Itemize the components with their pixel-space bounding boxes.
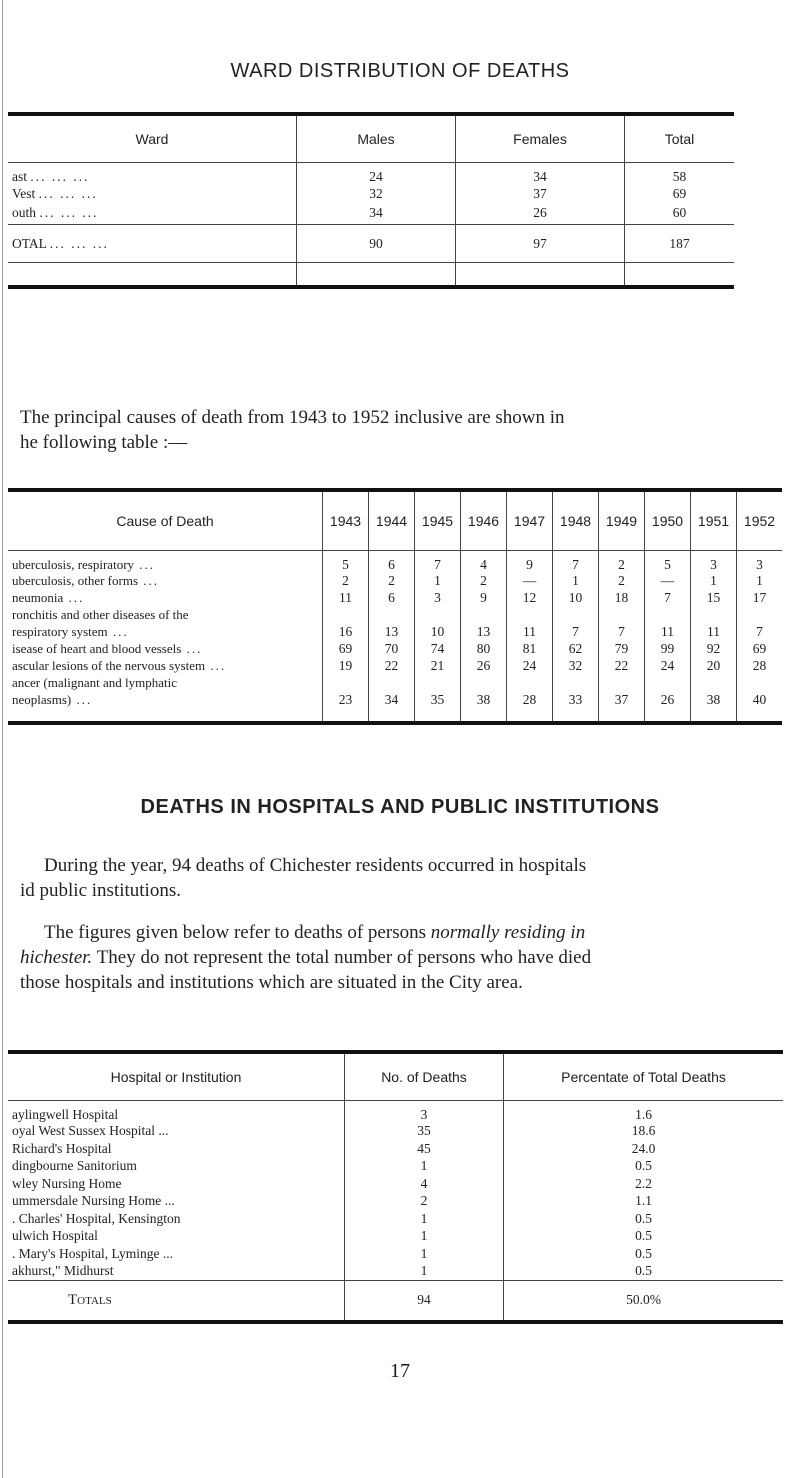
cause-year-value — [415, 607, 461, 624]
cause-year-value — [599, 607, 645, 624]
ward-total: 58 — [625, 162, 735, 185]
hospital-name — [8, 1100, 345, 1123]
cause-year-value: 70 — [369, 641, 415, 658]
cause-year-value: 22 — [369, 658, 415, 675]
cause-year-value: 23 — [323, 692, 369, 709]
cause-year-value: 18 — [599, 590, 645, 607]
cause-year-value: 11 — [323, 590, 369, 607]
deaths-header: No. of Deaths — [345, 1052, 504, 1100]
ward-females: 26 — [456, 203, 625, 225]
cause-year-value: 12 — [507, 590, 553, 607]
cause-year-value: 20 — [691, 658, 737, 675]
cause-year-value: 19 — [323, 658, 369, 675]
ward-grand-total: 187 — [625, 225, 735, 263]
year-header: 1945 — [415, 490, 461, 550]
cause-year-value: 6 — [369, 590, 415, 607]
cause-year-value: 69 — [323, 641, 369, 658]
ward-name: Vest — [12, 185, 36, 201]
cause-year-value: 22 — [599, 658, 645, 675]
hospital-percentage: 0.5 — [504, 1245, 784, 1263]
cause-year-value — [553, 607, 599, 624]
hospital-name — [8, 1175, 345, 1193]
ward-name: outh — [12, 205, 37, 221]
hospitals-para-text: The figures given below refer to deaths of persons — [44, 922, 431, 943]
cause-year-value: 33 — [553, 692, 599, 709]
hospital-name — [8, 1263, 345, 1281]
year-header: 1950 — [645, 490, 691, 550]
cause-year-value: 32 — [553, 658, 599, 675]
hospital-header: Hospital or Institution — [110, 1068, 242, 1085]
hospital-deaths: 35 — [345, 1123, 504, 1141]
cause-year-value: 1 — [415, 573, 461, 590]
cause-year-value — [507, 607, 553, 624]
cause-year-value: 92 — [691, 641, 737, 658]
cause-year-value: 74 — [415, 641, 461, 658]
year-header: 1951 — [691, 490, 737, 550]
hospital-name — [8, 1140, 345, 1158]
ward-total-label: OTAL — [12, 235, 47, 251]
cause-name: uberculosis, respiratory ... — [8, 550, 323, 573]
cause-year-value: 17 — [737, 590, 783, 607]
causes-intro-line: he following table :— — [20, 432, 188, 453]
year-header: 1952 — [737, 490, 783, 550]
cause-name: isease of heart and blood vessels ... — [12, 641, 203, 656]
cause-year-value: 80 — [461, 641, 507, 658]
causes-intro-line: The principal causes of death from 1943 to 1952 inclusive are shown in — [20, 407, 565, 428]
year-header: 1949 — [599, 490, 645, 550]
cause-year-value: 69 — [737, 641, 783, 658]
hospital-label: akhurst," Midhurst — [12, 1263, 114, 1278]
cause-label: uberculosis, other forms — [12, 573, 139, 588]
causes-intro — [20, 405, 790, 455]
cause-year-value: 62 — [553, 641, 599, 658]
cause-name: ascular lesions of the nervous system ... — [12, 658, 227, 673]
ward-males: 34 — [297, 203, 456, 225]
hospitals-table — [8, 1050, 783, 1324]
cause-year-value: 6 — [369, 550, 415, 573]
hospital-label: oyal West Sussex Hospital ... — [12, 1123, 169, 1139]
hospitals-para-italic: normally residing in — [430, 922, 586, 943]
cause-year-value: 13 — [461, 624, 507, 641]
cause-year-value: 7 — [553, 550, 599, 573]
hospital-label: Richard's Hospital — [12, 1140, 112, 1156]
hospital-label: wley Nursing Home — [12, 1175, 122, 1191]
total-header: Total — [625, 114, 735, 162]
cause-year-value: 99 — [645, 641, 691, 658]
cause-year-value — [461, 607, 507, 624]
causes-table — [8, 488, 782, 725]
cause-year-value: 15 — [691, 590, 737, 607]
cause-year-value: 38 — [691, 692, 737, 709]
cause-year-value: 24 — [645, 658, 691, 675]
hospital-name — [8, 1123, 345, 1141]
hospitals-para-2 — [20, 920, 795, 995]
ward-title: WARD DISTRIBUTION OF DEATHS — [230, 60, 570, 82]
cause-name: respiratory system ... — [12, 624, 129, 639]
hospital-deaths: 45 — [345, 1140, 504, 1158]
cause-year-value — [691, 675, 737, 692]
cause-year-value: 26 — [461, 658, 507, 675]
cause-year-value: 1 — [737, 573, 783, 590]
hospital-label: . Charles' Hospital, Kensington — [12, 1210, 181, 1226]
cause-label: ancer (malignant and lymphatic — [12, 675, 177, 690]
hospital-deaths: 1 — [345, 1210, 504, 1228]
cause-label: neoplasms) — [12, 692, 72, 707]
ward-name: ast — [12, 168, 27, 184]
cause-year-value — [645, 675, 691, 692]
cause-year-value: 2 — [461, 573, 507, 590]
ward-table: Ward Males Females Total ast ... ... ... 24 34 58 Vest ... ... ... 32 37 69 outh ... ... ... 34 26 60 OTAL ... ... ... 90 97 187 — [8, 112, 734, 289]
cause-year-value: 9 — [507, 550, 553, 573]
cause-year-value: 38 — [461, 692, 507, 709]
cause-year-value: 1 — [691, 573, 737, 590]
scan-edge-line — [2, 0, 3, 1478]
cause-year-value — [737, 607, 783, 624]
hospital-percentage: 0.5 — [504, 1158, 784, 1176]
cause-year-value: 13 — [369, 624, 415, 641]
hospital-percentage: 1.1 — [504, 1193, 784, 1211]
cause-year-value: 10 — [553, 590, 599, 607]
year-header: 1943 — [323, 490, 369, 550]
cause-label: uberculosis, respiratory — [12, 556, 135, 572]
ward-header: Ward — [135, 130, 169, 147]
year-header: 1948 — [553, 490, 599, 550]
cause-year-value: 2 — [323, 573, 369, 590]
ward-total-males: 90 — [297, 225, 456, 263]
hospital-deaths: 1 — [345, 1263, 504, 1281]
hospital-percentage: 0.5 — [504, 1228, 784, 1246]
cause-year-value: 24 — [507, 658, 553, 675]
cause-label: respiratory system — [12, 624, 108, 639]
ward-females: 34 — [456, 162, 625, 185]
cause-year-value: 2 — [599, 550, 645, 573]
cause-year-value — [369, 675, 415, 692]
hospital-percentage: 24.0 — [504, 1140, 784, 1158]
cause-year-value — [323, 675, 369, 692]
cause-name — [8, 675, 323, 692]
hospital-totals-label: Totals — [8, 1280, 345, 1322]
cause-year-value: 2 — [599, 573, 645, 590]
ward-females: 37 — [456, 185, 625, 203]
hospitals-para-italic: hichester. — [20, 947, 93, 968]
cause-name: neoplasms) ... — [12, 692, 93, 707]
cause-name: uberculosis, other forms ... — [12, 573, 160, 588]
hospital-deaths: 1 — [345, 1245, 504, 1263]
hospital-deaths: 1 — [345, 1228, 504, 1246]
hospital-name — [8, 1228, 345, 1246]
cause-label: neumonia — [12, 590, 64, 605]
year-header: 1944 — [369, 490, 415, 550]
cause-year-value: 4 — [461, 550, 507, 573]
hospital-deaths: 3 — [345, 1100, 504, 1123]
hospital-percentage: 0.5 — [504, 1210, 784, 1228]
hospital-label: dingbourne Sanitorium — [12, 1158, 137, 1174]
cause-year-value: 35 — [415, 692, 461, 709]
ward-total-females: 97 — [456, 225, 625, 263]
hospital-percentage: 1.6 — [504, 1100, 784, 1123]
hospital-name — [8, 1193, 345, 1211]
cause-year-value: 37 — [599, 692, 645, 709]
cause-year-value — [369, 607, 415, 624]
ward-total: 69 — [625, 185, 735, 203]
hospital-deaths: 4 — [345, 1175, 504, 1193]
cause-year-value — [507, 675, 553, 692]
cause-year-value: 7 — [553, 624, 599, 641]
year-header: 1946 — [461, 490, 507, 550]
cause-year-value: 1 — [553, 573, 599, 590]
hospital-percentage: 0.5 — [504, 1263, 784, 1281]
hospitals-para-line: id public institutions. — [20, 880, 181, 901]
ward-males: 24 — [297, 162, 456, 185]
cause-year-value — [645, 607, 691, 624]
cause-year-value: 7 — [645, 590, 691, 607]
cause-year-value: 11 — [645, 624, 691, 641]
cause-year-value: 3 — [737, 550, 783, 573]
cause-year-value: 9 — [461, 590, 507, 607]
hospital-name — [8, 1158, 345, 1176]
cause-year-value: 81 — [507, 641, 553, 658]
cause-year-value: — — [507, 573, 553, 590]
cause-label: isease of heart and blood vessels — [12, 641, 182, 656]
hospital-percentage: 2.2 — [504, 1175, 784, 1193]
hospital-deaths: 2 — [345, 1193, 504, 1211]
hospitals-para-line: During the year, 94 deaths of Chichester residents occurred in hospitals — [44, 855, 587, 876]
males-header: Males — [297, 114, 456, 162]
hospitals-para-text: They do not represent the total number of persons who have died — [92, 947, 592, 968]
cause-year-value: 5 — [645, 550, 691, 573]
cause-year-value: 5 — [323, 550, 369, 573]
ward-males: 32 — [297, 185, 456, 203]
cause-name — [8, 607, 323, 624]
cause-year-value: 11 — [691, 624, 737, 641]
hospital-label: ummersdale Nursing Home ... — [12, 1193, 175, 1209]
hospital-percentage: 18.6 — [504, 1123, 784, 1141]
hospitals-para-1 — [20, 853, 795, 903]
cause-year-value — [461, 675, 507, 692]
cause-year-value: 11 — [507, 624, 553, 641]
cause-year-value: 26 — [645, 692, 691, 709]
cause-year-value: 34 — [369, 692, 415, 709]
cause-year-value: 16 — [323, 624, 369, 641]
hospitals-title: DEATHS IN HOSPITALS AND PUBLIC INSTITUTIONS — [140, 796, 660, 818]
cause-year-value: 7 — [599, 624, 645, 641]
cause-label: ascular lesions of the nervous system — [12, 658, 206, 673]
cause-year-value: 2 — [369, 573, 415, 590]
cause-year-value — [553, 675, 599, 692]
cause-year-value: 40 — [737, 692, 783, 709]
cause-year-value: 3 — [415, 590, 461, 607]
hospital-name — [8, 1245, 345, 1263]
cause-year-value: — — [645, 573, 691, 590]
cause-year-value: 7 — [415, 550, 461, 573]
cause-year-value: 7 — [737, 624, 783, 641]
cause-year-value: 10 — [415, 624, 461, 641]
hospital-deaths: 1 — [345, 1158, 504, 1176]
hospital-label: aylingwell Hospital — [12, 1106, 119, 1122]
cause-year-value: 28 — [737, 658, 783, 675]
cause-year-value — [737, 675, 783, 692]
page-number: 17 — [390, 1360, 410, 1382]
hospital-totals-deaths: 94 — [345, 1280, 504, 1322]
hospital-label: . Mary's Hospital, Lyminge ... — [12, 1245, 174, 1261]
year-header: 1947 — [507, 490, 553, 550]
hospitals-para-line: those hospitals and institutions which are situated in the City area. — [20, 972, 523, 993]
cause-year-value: 21 — [415, 658, 461, 675]
cause-year-value: 28 — [507, 692, 553, 709]
hospital-name — [8, 1210, 345, 1228]
cause-year-value: 3 — [691, 550, 737, 573]
percentage-header: Percentate of Total Deaths — [504, 1052, 784, 1100]
females-header: Females — [456, 114, 625, 162]
cause-name: neumonia ... — [12, 590, 85, 605]
hospital-label: ulwich Hospital — [12, 1228, 98, 1244]
cause-year-value — [599, 675, 645, 692]
cause-year-value — [691, 607, 737, 624]
cause-year-value — [415, 675, 461, 692]
ward-total: 60 — [625, 203, 735, 225]
cause-year-value: 79 — [599, 641, 645, 658]
cause-year-value — [323, 607, 369, 624]
hospital-totals-percentage: 50.0% — [504, 1280, 784, 1322]
cause-label: ronchitis and other diseases of the — [12, 607, 189, 622]
cause-header: Cause of Death — [116, 512, 214, 529]
